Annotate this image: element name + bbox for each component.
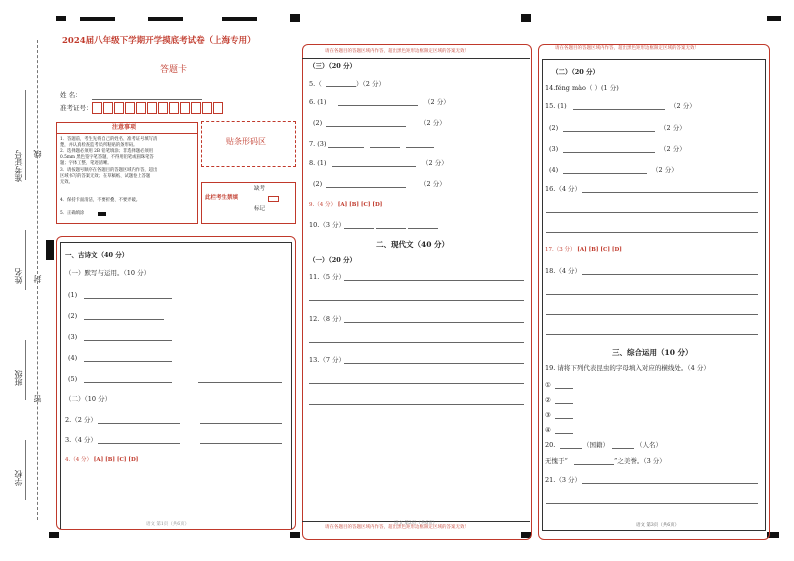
item-4: (4): [68, 354, 78, 362]
q20-suffix: ”之美誉。（3 分）: [614, 457, 666, 465]
answer-line[interactable]: [344, 280, 524, 281]
pts: （2 分）: [652, 166, 678, 174]
q4-choices[interactable]: [A] [B] [C] [D]: [93, 457, 139, 463]
q18-label: 18.（4 分）: [545, 267, 582, 275]
corner-mark: [767, 16, 781, 21]
pts: （2 分）: [660, 124, 686, 132]
answer-line[interactable]: [563, 173, 647, 174]
page3-footer: 语文 第3页（共6页）: [636, 523, 680, 528]
answer-line[interactable]: [84, 319, 164, 320]
pts: （2 分）: [422, 159, 448, 167]
filled-sample-mark: [98, 212, 106, 216]
absent-box: [201, 182, 296, 224]
answer-card-title: 答题卡: [160, 65, 188, 75]
side-label-school: 学校: [14, 470, 23, 486]
answer-line[interactable]: [309, 300, 524, 301]
q7-label: 7. (3): [309, 140, 327, 148]
side-label-name: 姓名: [14, 268, 23, 284]
circle-3: ③: [545, 411, 551, 419]
warning-bottom-2: 请在各题目的答题区域内作答，超出黑色矩形边框限定区域的答案无效！: [325, 525, 469, 530]
q15-label: 15. (1): [545, 102, 567, 110]
pts: （2 分）: [420, 119, 446, 127]
q6-part2: (2): [313, 119, 323, 127]
answer-line[interactable]: [563, 131, 655, 132]
answer-line[interactable]: [326, 126, 406, 127]
q5-points: ）（2 分）: [356, 80, 385, 88]
answer-line[interactable]: [326, 187, 406, 188]
q5-label: 5.（: [309, 80, 322, 88]
side-underline: [25, 340, 26, 400]
q14-label: 14.féng mào（ ）(1 分): [545, 84, 619, 92]
notice-line: 区域书写的答案无效；在草稿纸、试题卷上答题: [60, 174, 151, 179]
side-underline: [25, 90, 26, 180]
answer-line[interactable]: [555, 433, 573, 434]
corner-mark: [290, 532, 300, 538]
q2-label: 2.（2 分）: [65, 416, 97, 424]
col3-sub2: （二）（20 分）: [552, 68, 600, 76]
answer-line[interactable]: [546, 503, 758, 504]
answer-line[interactable]: [582, 192, 758, 193]
barcode-label: 贴条形码区: [226, 137, 266, 146]
q6-label: 6. (1): [309, 98, 327, 106]
answer-line[interactable]: [546, 314, 758, 315]
warning-top-2: 请在各题目的答题区域内作答，超出黑色矩形边框限定区域的答案无效！: [325, 49, 469, 54]
answer-line[interactable]: [309, 404, 524, 405]
sub2-title: （二）（10 分）: [65, 395, 112, 403]
answer-line[interactable]: [338, 105, 418, 106]
corner-mark: [290, 14, 300, 22]
answer-line[interactable]: [560, 448, 582, 449]
q3-label: 3.（4 分）: [65, 436, 97, 444]
answer-line[interactable]: [555, 388, 573, 389]
notice-line: 题；字体工整、笔迹清晰。: [60, 161, 112, 166]
inner-region-2: [302, 58, 530, 522]
answer-line[interactable]: [344, 322, 524, 323]
timing-mark: [80, 17, 115, 21]
q9-choices[interactable]: [A] [B] [C] [D]: [337, 202, 383, 208]
answer-line[interactable]: [582, 274, 758, 275]
answer-line[interactable]: [344, 363, 524, 364]
name-label: 姓 名：: [60, 91, 82, 99]
q9-label: 9.（4 分） [A] [B] [C] [D]: [309, 202, 383, 208]
answer-line[interactable]: [563, 152, 655, 153]
answer-line[interactable]: [326, 86, 356, 87]
answer-line[interactable]: [546, 294, 758, 295]
notice-line: 1．答题前，考生先将自己的姓名、准考证号填写清: [60, 137, 158, 142]
q8-part2: (2): [313, 180, 323, 188]
circle-4: ④: [545, 426, 551, 434]
corner-mark: [521, 14, 531, 22]
col2-sub3: （三）（20 分）: [309, 62, 357, 70]
pts: （2 分）: [660, 145, 686, 153]
q17-choices[interactable]: [A] [B] [C] [D]: [577, 247, 622, 253]
side-label-mi: 密: [33, 395, 42, 403]
item-1: (1): [68, 291, 78, 299]
q15-part2: (2): [549, 124, 559, 132]
item-2: (2): [68, 312, 78, 320]
answer-line[interactable]: [200, 443, 282, 444]
answer-line[interactable]: [98, 423, 180, 424]
q12-label: 12.（8 分）: [309, 315, 346, 323]
answer-line[interactable]: [344, 228, 374, 229]
answer-line[interactable]: [612, 448, 634, 449]
answer-line[interactable]: [582, 483, 758, 484]
col2-sub1: （一）（20 分）: [309, 256, 357, 264]
q11-label: 11.（5 分）: [309, 273, 346, 281]
col3-sec3: 三、综合运用（10 分）: [612, 348, 693, 357]
ticket-number-boxes[interactable]: [92, 102, 224, 114]
answer-line[interactable]: [198, 382, 282, 383]
side-label-ticket: 准考证号: [14, 150, 23, 182]
q15-part3: (3): [549, 145, 559, 153]
answer-line[interactable]: [546, 334, 758, 335]
side-label-class: 班级: [14, 370, 23, 386]
answer-line[interactable]: [84, 298, 172, 299]
answer-line[interactable]: [546, 212, 758, 213]
answer-line[interactable]: [84, 340, 172, 341]
absent-label: 此栏考生禁填: [205, 195, 239, 201]
answer-line[interactable]: [574, 464, 614, 465]
side-underline: [25, 440, 26, 500]
corner-mark: [49, 532, 59, 538]
side-underline: [25, 230, 26, 290]
corner-mark: [56, 16, 66, 21]
side-label-feng: 封: [33, 275, 42, 283]
notice-line: 2．选择题必须用 2B 铅笔填涂；非选择题必须用: [60, 149, 153, 154]
ticket-label: 准考证号：: [60, 104, 93, 112]
absent-mark-top: 缺考: [254, 186, 266, 192]
pts: （2 分）: [424, 98, 450, 106]
q20-label: 20.: [545, 441, 556, 449]
q20-prefix: 无愧于“: [545, 457, 568, 465]
answer-line[interactable]: [376, 228, 406, 229]
circle-2: ②: [545, 396, 551, 404]
notice-title: 注意事项: [112, 124, 137, 131]
circle-1: ①: [545, 381, 551, 389]
pts: （2 分）: [420, 180, 446, 188]
warning-top-3: 请在各题目的答题区域内作答，超出黑色矩形边框限定区域的答案无效！: [555, 46, 699, 51]
answer-line[interactable]: [309, 342, 524, 343]
notice-title-rule: [56, 133, 197, 134]
notice-line: 无效。: [60, 180, 73, 185]
inner-region-1: [60, 242, 292, 529]
exam-title: 2024届八年级下学期开学摸底考试卷（上海专用）: [62, 36, 256, 46]
absent-checkbox[interactable]: [268, 196, 279, 202]
answer-line[interactable]: [546, 232, 758, 233]
answer-line[interactable]: [328, 147, 364, 148]
side-label-xian: 线: [33, 150, 42, 158]
answer-line[interactable]: [370, 147, 400, 148]
q15-part4: (4): [549, 166, 559, 174]
answer-line[interactable]: [408, 228, 438, 229]
binding-line: [37, 40, 38, 520]
answer-line[interactable]: [555, 403, 573, 404]
name-line[interactable]: [92, 99, 202, 100]
item-5: (5): [68, 375, 78, 383]
answer-line[interactable]: [84, 361, 172, 362]
pts: （2 分）: [670, 102, 696, 110]
q13-label: 13.（7 分）: [309, 356, 346, 364]
answer-line[interactable]: [555, 418, 573, 419]
col2-sec2: 二、现代文（40 分）: [376, 240, 450, 249]
answer-line[interactable]: [98, 443, 180, 444]
q20-person: （人名）: [636, 441, 662, 449]
absent-mark-bottom: 标记: [254, 206, 266, 212]
notice-line: 3．请按题号顺序在各题目的答题区域内作答，超出: [60, 168, 158, 173]
side-mark: [46, 240, 54, 260]
answer-line[interactable]: [84, 382, 172, 383]
q4-label: 4.（4 分） [A] [B] [C] [D]: [65, 457, 139, 463]
q20-nationality: （国籍）: [583, 441, 609, 449]
q10-label: 10.（3 分）: [309, 221, 346, 229]
notice-line: 楚，并认真检查监考员所粘贴的条形码。: [60, 143, 138, 148]
answer-line[interactable]: [309, 383, 524, 384]
timing-mark: [222, 17, 257, 21]
answer-line[interactable]: [200, 423, 282, 424]
page1-footer: 语文 第1页（共6页）: [146, 522, 190, 527]
notice-line: 0.5mm 黑色签字笔答题，不得用铅笔或圆珠笔答: [60, 155, 154, 160]
notice-line: 5．正确填涂: [60, 211, 85, 216]
answer-line[interactable]: [573, 109, 665, 110]
sec1-title: 一、古诗文（40 分）: [65, 251, 129, 259]
timing-mark: [148, 17, 183, 21]
sub1-title: （一）默写与运用。（10 分）: [65, 269, 151, 277]
item-3: (3): [68, 333, 78, 341]
answer-line[interactable]: [332, 166, 416, 167]
q21-label: 21.（3 分）: [545, 476, 582, 484]
answer-line[interactable]: [406, 147, 434, 148]
notice-line: 4．保持卡面清洁，不要折叠、不要弄破。: [60, 198, 141, 203]
q8-label: 8. (1): [309, 159, 327, 167]
q17-label: 17.（3 分） [A] [B] [C] [D]: [545, 247, 622, 253]
q19-label: 19. 请将下列代表昆虫的字母填入对应的横线处。（4 分）: [545, 364, 710, 372]
page2-footer: 语文 第2页（共6页）: [394, 521, 438, 526]
q16-label: 16.（4 分）: [545, 185, 582, 193]
